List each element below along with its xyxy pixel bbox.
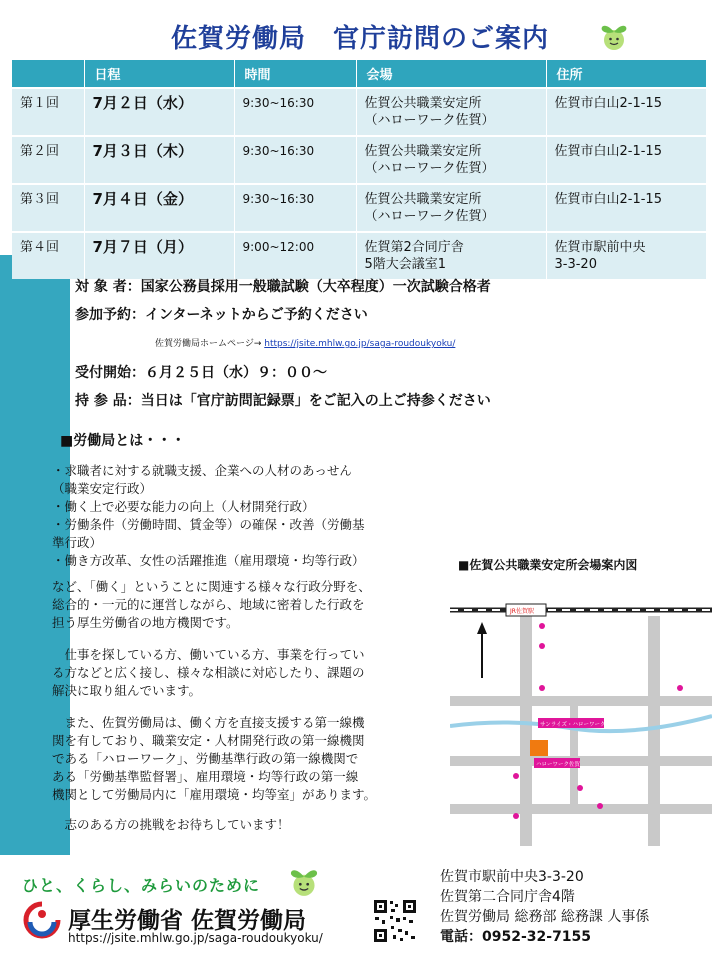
- date-cell: 7月３日（木）: [84, 136, 234, 184]
- venue-line: 5階大会議室1: [364, 257, 447, 272]
- table-row: [12, 184, 707, 232]
- venue-line: 佐賀公共職業安定所: [364, 96, 482, 111]
- address-line: 3-3-20: [554, 257, 597, 272]
- text-line: 仕事を探している方、働いている方、事業を行ってい: [52, 647, 365, 662]
- paragraph-2: [52, 646, 422, 700]
- venue-line: 佐賀公共職業安定所: [364, 192, 482, 207]
- address-line: 佐賀労働局 総務部 総務課 人事係: [440, 909, 650, 925]
- venue-line: （ハローワーク佐賀）: [364, 113, 495, 128]
- reserve-line: 参加予約：インターネットからご予約ください: [75, 307, 368, 323]
- homepage-link-line: [155, 336, 455, 349]
- station-label: JR佐賀駅: [510, 608, 534, 615]
- address-line: 佐賀市駅前中央: [554, 240, 646, 255]
- address-line: 佐賀市白山2-1-15: [554, 144, 662, 159]
- venue-cell: [356, 136, 546, 184]
- round-cell: 第４回: [12, 232, 84, 279]
- venue-cell: [356, 184, 546, 232]
- homepage-link-label: 佐賀労働局ホームページ→: [155, 339, 262, 349]
- paragraph-3: [52, 714, 422, 804]
- date-cell: 7月２日（水）: [84, 88, 234, 136]
- round-cell: 第１回: [12, 88, 84, 136]
- text-line: る方などと広く接し、様々な相談に対応したり、課題の: [52, 665, 365, 680]
- table-row: [12, 232, 707, 279]
- bullet-line: （職業安定行政）: [52, 481, 153, 496]
- header-cell: 会場: [356, 60, 546, 88]
- address-line: 佐賀市白山2-1-15: [554, 96, 662, 111]
- sunrise-hw-label: サンライズ・ハローワークSAGA: [540, 722, 621, 728]
- text-line: ある「労働基準監督署」、雇用環境・均等行政の第一線: [52, 769, 359, 784]
- homepage-link[interactable]: https://jsite.mhlw.go.jp/saga-roudoukyoku/: [264, 339, 456, 349]
- about-heading: ■労働局とは・・・: [60, 433, 186, 449]
- closing-line: 志のある方の挑戦をお待ちしています！: [52, 817, 290, 832]
- phone-number: 電話：0952-32-7155: [440, 929, 592, 945]
- time-cell: 9:30~16:30: [234, 88, 356, 136]
- table-row: [12, 88, 707, 136]
- about-bullets: [52, 462, 422, 570]
- time-cell: 9:30~16:30: [234, 184, 356, 232]
- hellowork-building: [530, 740, 548, 756]
- text-line: また、佐賀労働局は、働く方を直接支援する第一線機: [52, 715, 365, 730]
- header-cell: 日程: [84, 60, 234, 88]
- venue-cell: [356, 232, 546, 279]
- venue-map: [450, 578, 712, 846]
- address-line: 佐賀市駅前中央3-3-20: [440, 869, 584, 885]
- text-line: 機関として労働局内に「雇用環境・均等室」があります。: [52, 787, 377, 802]
- venue-line: 佐賀公共職業安定所: [364, 144, 482, 159]
- start-line: 受付開始：６月２５日（水）９：００～: [75, 365, 327, 381]
- target-line: 対 象 者：国家公務員採用一般職試験（大卒程度）一次試験合格者: [75, 279, 491, 295]
- text-line: 関を有しており、職業安定・人材開発行政の第一線機関: [52, 733, 365, 748]
- text-line: である「ハローワーク」、労働基準行政の第一線機関で: [52, 751, 359, 766]
- table-header-row: [12, 60, 707, 88]
- header-cell: 住所: [546, 60, 707, 88]
- text-line: 解決に取り組んでいます。: [52, 683, 202, 698]
- qr-code-icon: [372, 898, 418, 944]
- address-cell: [546, 88, 707, 136]
- text-line: 担う厚生労働省の地方機関です。: [52, 615, 239, 630]
- venue-cell: [356, 88, 546, 136]
- header-cell: [12, 60, 84, 88]
- text-line: 総合的・一元的に運営しながら、地域に密着した行政を: [52, 597, 365, 612]
- sprout-icon: [596, 16, 632, 52]
- time-cell: 9:30~16:30: [234, 136, 356, 184]
- paragraph-1: [52, 578, 422, 632]
- footer-url[interactable]: https://jsite.mhlw.go.jp/saga-roudoukyoku/: [68, 931, 323, 945]
- map-title: ■佐賀公共職業安定所会場案内図: [458, 558, 638, 572]
- address-cell: [546, 184, 707, 232]
- footer-catchphrase: ひと、くらし、みらいのために: [22, 876, 261, 895]
- organization-name: 厚生労働省 佐賀労働局: [68, 908, 307, 934]
- time-cell: 9:00~12:00: [234, 232, 356, 279]
- address-cell: [546, 136, 707, 184]
- venue-line: 佐賀第2合同庁舎: [364, 240, 464, 255]
- bullet-line: ・求職者に対する就職支援、企業への人材のあっせん: [52, 463, 352, 478]
- venue-line: （ハローワーク佐賀）: [364, 209, 495, 224]
- bullet-line: ・働き方改革、女性の活躍推進（雇用環境・均等行政）: [52, 553, 365, 568]
- date-cell: 7月７日（月）: [84, 232, 234, 279]
- bullet-line: ・労働条件（労働時間、賃金等）の確保・改善（労働基: [52, 517, 365, 532]
- sprout-icon: [284, 860, 324, 898]
- table-row: [12, 136, 707, 184]
- round-cell: 第２回: [12, 136, 84, 184]
- bring-line: 持 参 品：当日は「官庁訪問記録票」をご記入の上ご持参ください: [75, 393, 491, 409]
- address-cell: [546, 232, 707, 279]
- venue-line: （ハローワーク佐賀）: [364, 161, 495, 176]
- date-cell: 7月４日（金）: [84, 184, 234, 232]
- ministry-logo-icon: [22, 900, 62, 940]
- bullet-line: ・働く上で必要な能力の向上（人材開発行政）: [52, 499, 315, 514]
- hellowork-label: ハローワーク佐賀: [536, 762, 581, 768]
- text-line: など、「働く」ということに関連する様々な行政分野を、: [52, 579, 371, 594]
- header-cell: 時間: [234, 60, 356, 88]
- schedule-table: [12, 60, 707, 279]
- address-line: 佐賀第二合同庁舎4階: [440, 889, 575, 905]
- bullet-line: 準行政）: [52, 535, 103, 550]
- round-cell: 第３回: [12, 184, 84, 232]
- address-line: 佐賀市白山2-1-15: [554, 192, 662, 207]
- page-title: 佐賀労働局 官庁訪問のご案内: [170, 24, 549, 54]
